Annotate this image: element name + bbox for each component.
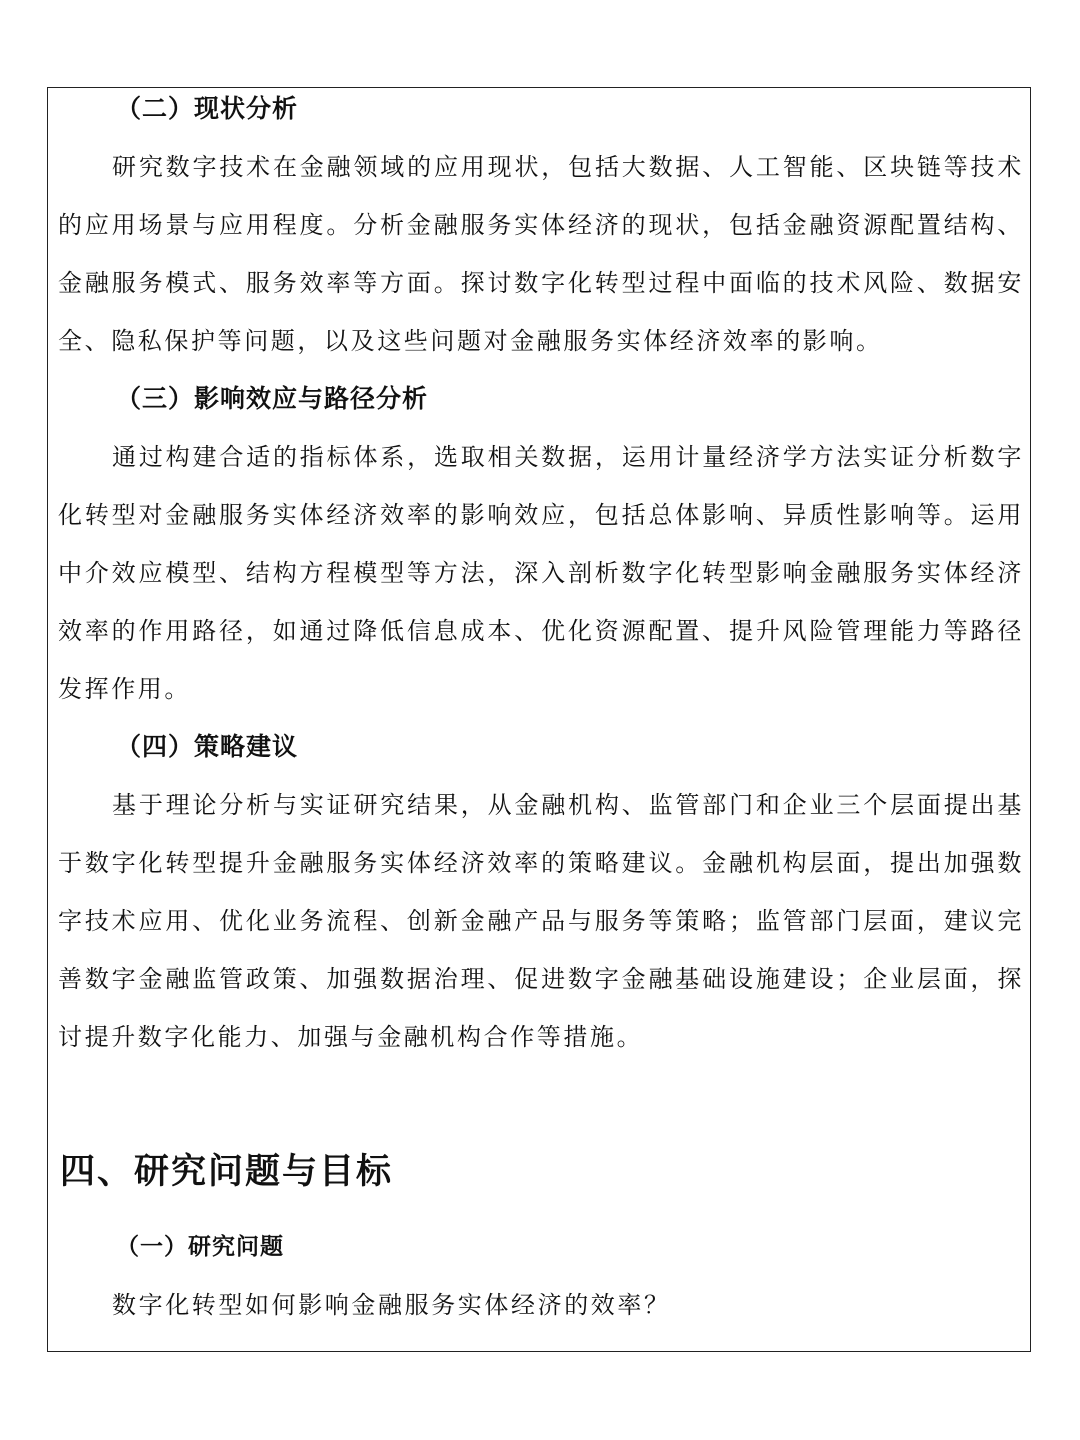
section-heading-effect-path: （三）影响效应与路径分析 (116, 384, 429, 413)
section-paragraph-strategy: 基于理论分析与实证研究结果，从金融机构、监管部门和企业三个层面提出基于数字化转型提升金融服务实体经济效率的策略建议。金融机构层面，提出加强数字技术应用、优化业务流程、创新金融产品与服务等策略；监管部门层面，建议完善数字金融监管政策、加强数据治理、促进数字金融基础设施建设；企业层面，探讨提升数字化能力、加强与金融机构合作等措施。 (58, 791, 1024, 1051)
section-paragraph-status: 研究数字技术在金融领域的应用现状，包括大数据、人工智能、区块链等技术的应用场景与应用程度。分析金融服务实体经济的现状，包括金融资源配置结构、金融服务模式、服务效率等方面。探讨数字化转型过程中面临的技术风险、数据安全、隐私保护等问题，以及这些问题对金融服务实体经济效率的影响。 (58, 153, 1024, 355)
section-heading-status: （二）现状分析 (116, 94, 299, 123)
section-heading-strategy: （四）策略建议 (116, 732, 299, 761)
chapter-paragraph: 数字化转型如何影响金融服务实体经济的效率？ (112, 1291, 671, 1319)
section-spacer (58, 1066, 1024, 1134)
chapter-subheading: （一）研究问题 (116, 1233, 284, 1260)
document-body (58, 80, 1024, 1334)
chapter-title: 四、研究问题与目标 (60, 1151, 394, 1192)
section-paragraph-effect-path: 通过构建合适的指标体系，选取相关数据，运用计量经济学方法实证分析数字化转型对金融服务实体经济效率的影响效应，包括总体影响、异质性影响等。运用中介效应模型、结构方程模型等方法，深入剖析数字化转型影响金融服务实体经济效率的作用路径，如通过降低信息成本、优化资源配置、提升风险管理能力等路径发挥作用。 (58, 443, 1024, 703)
